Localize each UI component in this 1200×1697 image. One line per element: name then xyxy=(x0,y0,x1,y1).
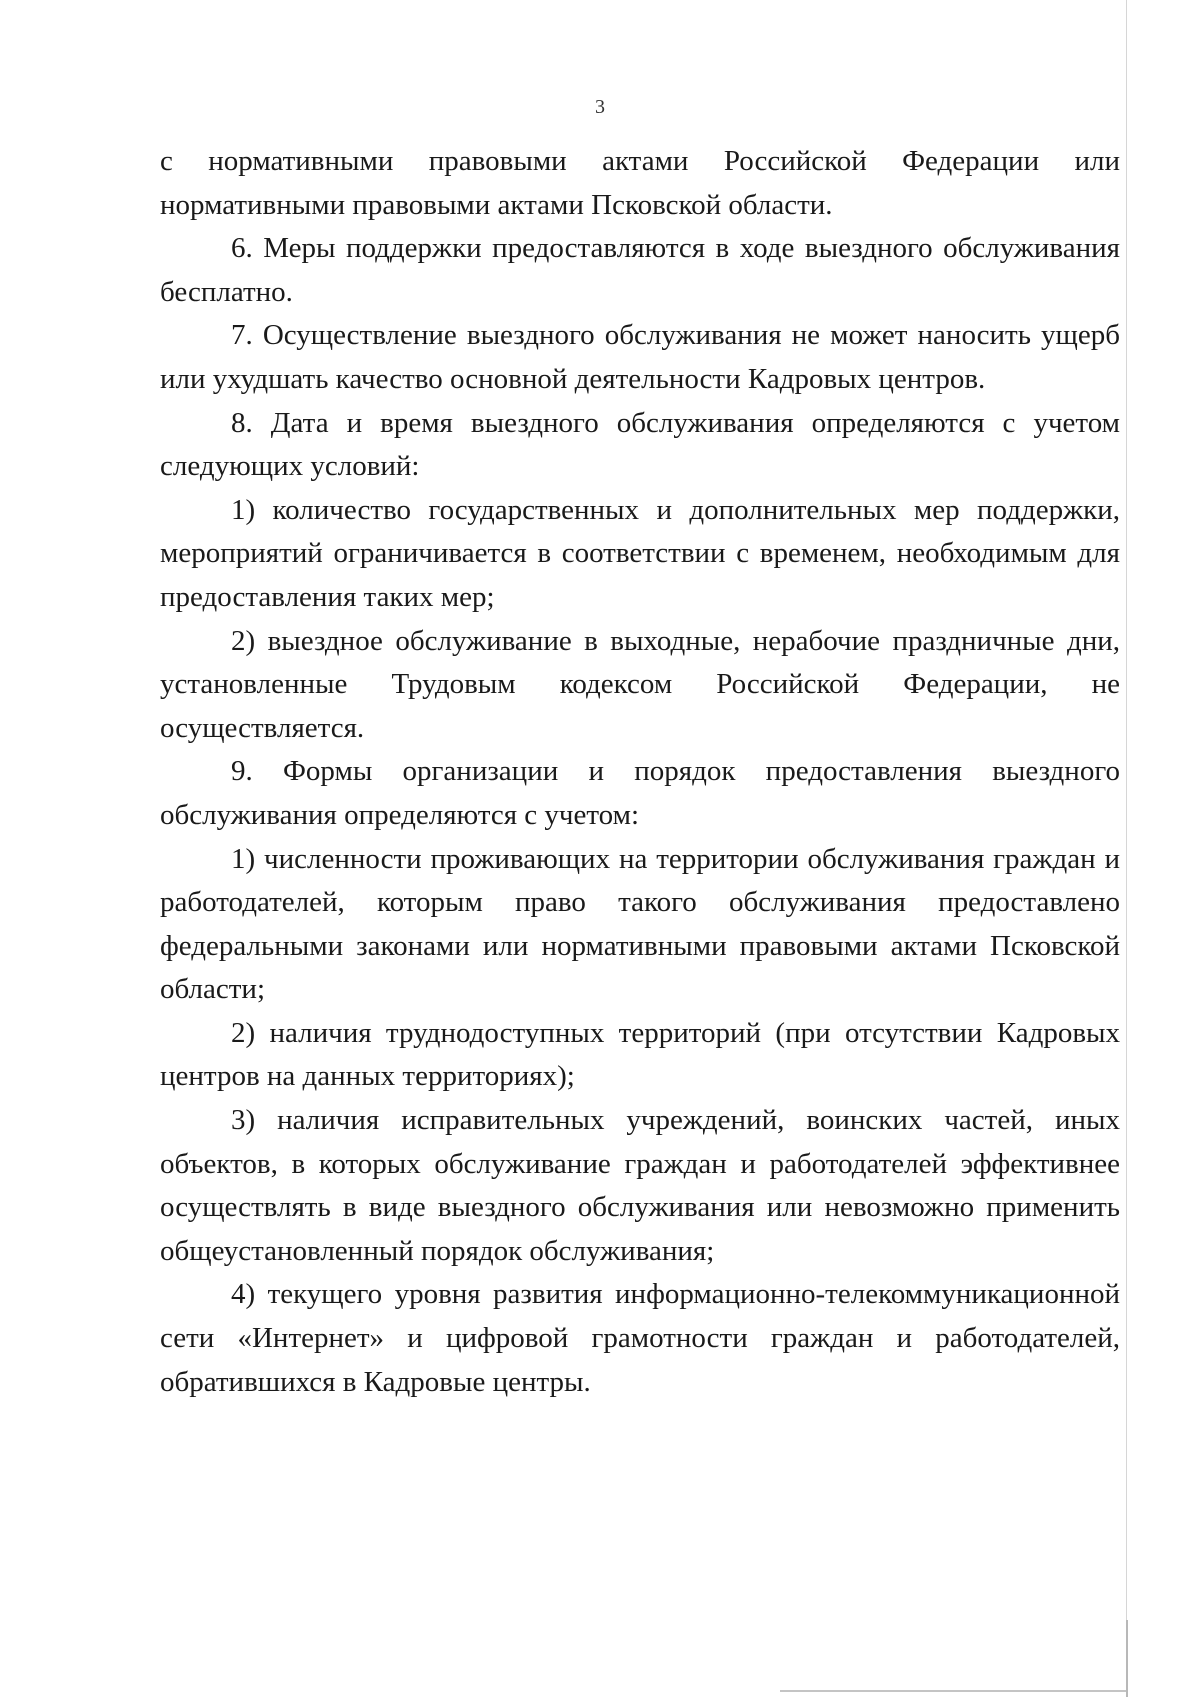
paragraph-9-item-1: 1) численности проживающих на территории обслуживания граждан и работодателей, которым право такого обслуживания предоставлено федеральными законами или нормативными правовыми актами Псковской области; xyxy=(160,842,1120,1006)
paragraph-7: 7. Осуществление выездного обслуживания не может наносить ущерб или ухудшать качество основной деятельности Кадровых центров. xyxy=(160,319,1120,395)
paragraph-9: 9. Формы организации и порядок предоставления выездного обслуживания определяются с учетом: xyxy=(160,755,1120,831)
paragraph-8-item-1: 1) количество государственных и дополнительных мер поддержки, мероприятий ограничивается в соответствии с временем, необходимым для предоставления таких мер; xyxy=(160,493,1120,613)
document-body xyxy=(160,140,1120,1404)
paragraph-9-item-2: 2) наличия труднодоступных территорий (при отсутствии Кадровых центров на данных территориях); xyxy=(160,1016,1120,1093)
paragraph-8: 8. Дата и время выездного обслуживания определяются с учетом следующих условий: xyxy=(160,406,1120,483)
paragraph-8-item-2: 2) выездное обслуживание в выходные, нерабочие праздничные дни, установленные Трудовым кодексом Российской Федерации, не осуществляется. xyxy=(160,624,1120,744)
scan-bottom-line xyxy=(780,1690,1126,1692)
paragraph-continued: с нормативными правовыми актами Российской Федерации или нормативными правовыми актами Псковской области. xyxy=(160,145,1120,221)
paragraph-9-item-4: 4) текущего уровня развития информационно-телекоммуникационной сети «Интернет» и цифровой грамотности граждан и работодателей, обратившихся в Кадровые центры. xyxy=(160,1278,1120,1398)
paragraph-6: 6. Меры поддержки предоставляются в ходе выездного обслуживания бесплатно. xyxy=(160,232,1120,308)
scan-edge-line xyxy=(1126,0,1127,1697)
paragraph-9-item-3: 3) наличия исправительных учреждений, воинских частей, иных объектов, в которых обслуживание граждан и работодателей эффективнее осуществлять в виде выездного обслуживания или невозможно применить общеустановленный порядок обслуживания; xyxy=(160,1104,1120,1267)
scan-edge-shadow xyxy=(1126,1620,1128,1697)
page-number: 3 xyxy=(595,96,605,118)
